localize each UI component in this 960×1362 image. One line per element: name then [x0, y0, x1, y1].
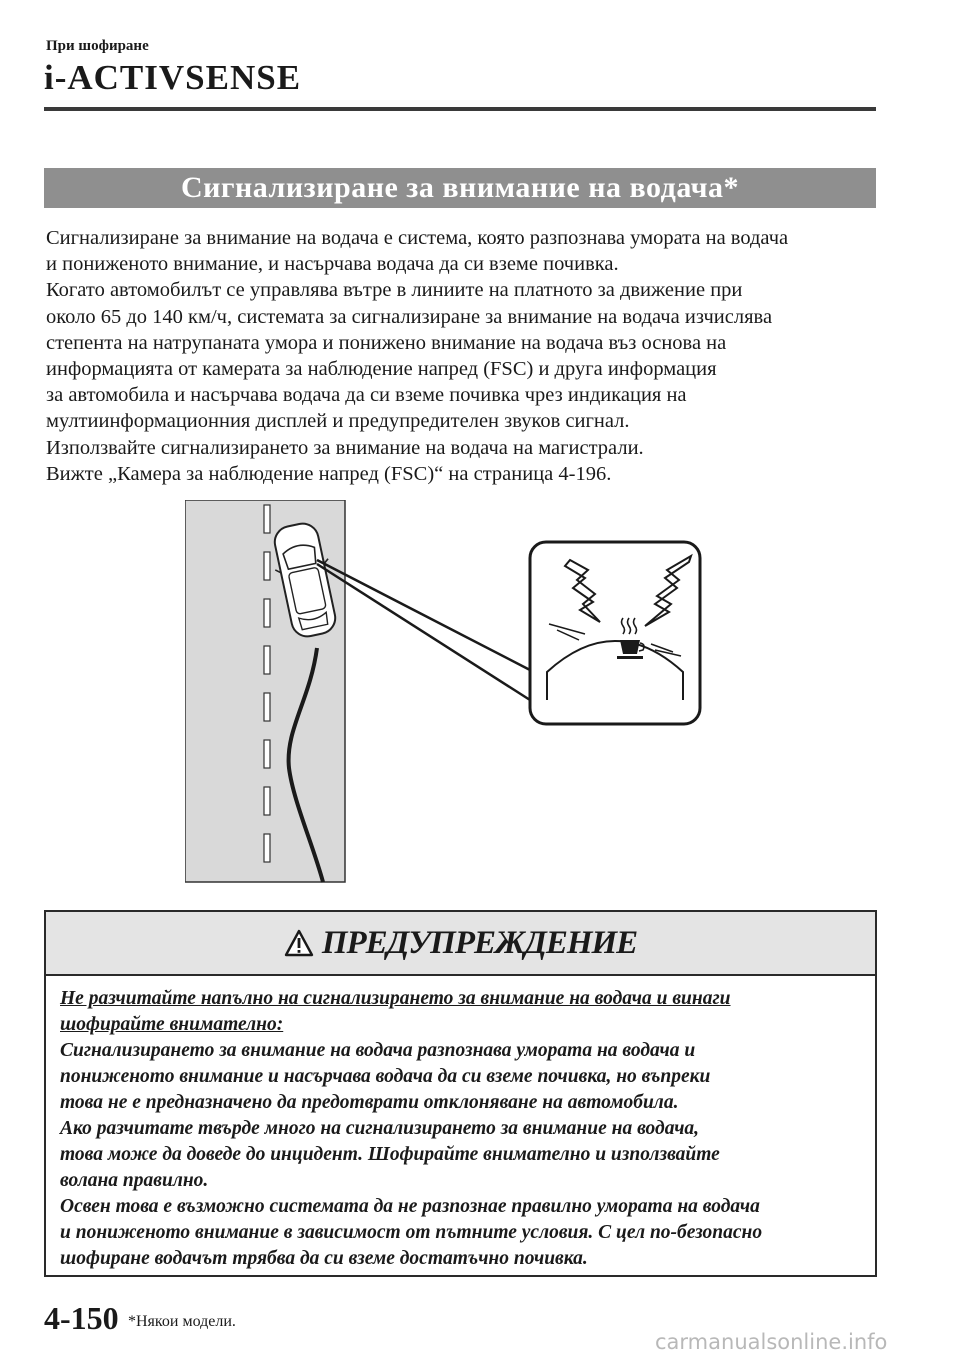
title-rule [44, 107, 876, 111]
drowsy-driver-illustration [185, 500, 705, 885]
warning-line: това може да доведе до инцидент. Шофирайте внимателно и използвайте [60, 1144, 720, 1165]
warning-box [44, 910, 877, 1277]
warning-line: и пониженото внимание в зависимост от пътните условия. С цел по-безопасно [60, 1222, 763, 1243]
warning-line: пониженото внимание и насърчава водача да си вземе почивка, но въпреки [60, 1066, 711, 1087]
warning-line: Ако разчитате твърде много на сигнализирането за внимание на водача, [60, 1118, 700, 1139]
page-number: 4-150 [44, 1300, 119, 1336]
watermark: carmanualsonline.info [655, 1330, 888, 1354]
section-label: При шофиране [46, 38, 149, 54]
warning-line: шофирайте внимателно: [60, 1014, 284, 1035]
body-line: информацията от камерата за наблюдение напред (FSC) и друга информация [46, 358, 717, 381]
body-line: Вижте „Камера за наблюдение напред (FSC)“ на страница 4-196. [46, 462, 612, 485]
body-text [46, 225, 878, 487]
display-callout [530, 542, 700, 724]
body-line: Използвайте сигнализирането за внимание на водача на магистрали. [46, 436, 644, 459]
body-line: степента на натрупаната умора и понижено внимание на водача въз основа на [46, 331, 727, 354]
warning-line: Освен това е възможно системата да не разпознае правилно умората на водача [60, 1196, 760, 1217]
body-line: и пониженото внимание, и насърчава водача да си вземе почивка. [46, 253, 619, 276]
warning-header [46, 912, 875, 976]
warning-line: шофиране водачът трябва да си вземе достатъчно почивка. [60, 1248, 588, 1269]
body-line: за автомобила и насърчава водача да си вземе почивка чрез индикация на [46, 384, 687, 407]
warning-body [46, 976, 875, 1272]
footnote: *Някои модели. [128, 1313, 236, 1330]
warning-triangle-icon [284, 929, 314, 957]
body-line: Сигнализиране за внимание на водача е система, която разпознава умората на водача [46, 227, 789, 249]
warning-line: Сигнализирането за внимание на водача разпознава умората на водача и [60, 1040, 696, 1061]
warning-line: Не разчитайте напълно на сигнализирането за внимание на водача и винаги [60, 988, 731, 1009]
body-line: Когато автомобилът се управлява вътре в линиите на платното за движение при [46, 279, 743, 302]
warning-line: това не е предназначено да предотврати отклоняване на автомобила. [60, 1092, 679, 1113]
body-line: мултиинформационния дисплей и предупредителен звуков сигнал. [46, 410, 630, 433]
warning-title: ПРЕДУПРЕЖДЕНИЕ [321, 924, 638, 961]
chapter-title: i-ACTIVSENSE [44, 58, 302, 97]
camera-callout-lines [317, 560, 530, 700]
topic-title-bar: Сигнализиране за внимание на водача* [44, 168, 876, 208]
body-line: около 65 до 140 км/ч, системата за сигнализиране за внимание на водача изчислява [46, 305, 773, 328]
warning-line: волана правилно. [60, 1170, 209, 1191]
